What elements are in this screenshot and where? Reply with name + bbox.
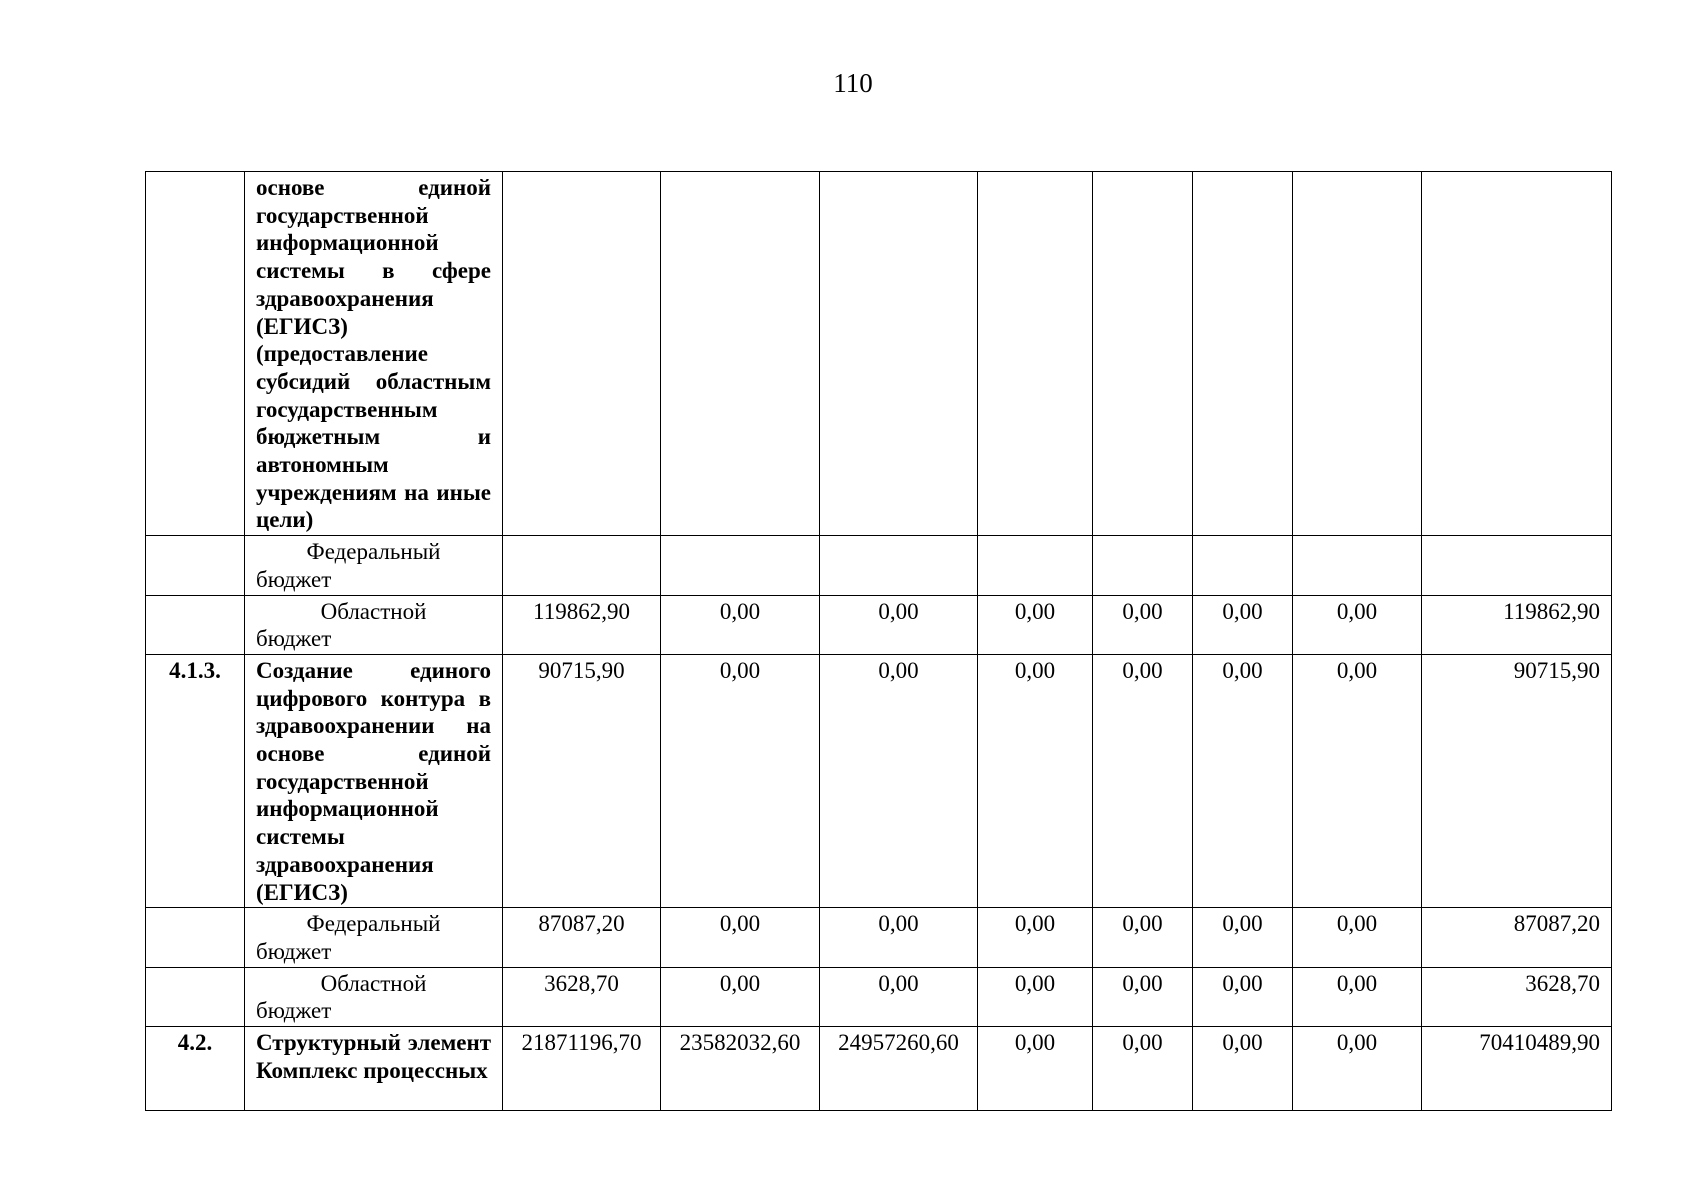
- total-cell: [1422, 536, 1612, 595]
- value-cell: 0,00: [820, 908, 978, 967]
- source-label-line2: бюджет: [256, 998, 332, 1024]
- row-name: [245, 595, 503, 654]
- value-cell: 0,00: [978, 595, 1093, 654]
- table-row: [146, 654, 1612, 907]
- row-name: основе единой государственной информационной системы в сфере здравоохранения (ЕГИСЗ) (предоставление субсидий областным государственным бюджетным и автономным учреждениям на иные цели): [245, 172, 503, 536]
- table-row: [146, 908, 1612, 967]
- value-cell: [978, 536, 1093, 595]
- value-cell: 23582032,60: [661, 1027, 820, 1111]
- total-cell: 3628,70: [1422, 967, 1612, 1026]
- value-cell: 87087,20: [503, 908, 661, 967]
- value-cell: 0,00: [978, 908, 1093, 967]
- value-cell: [1093, 172, 1193, 536]
- source-label-line1: Областной: [320, 970, 427, 996]
- source-label-line2: бюджет: [256, 938, 332, 964]
- value-cell: 0,00: [1093, 908, 1193, 967]
- value-cell: [661, 172, 820, 536]
- value-cell: 0,00: [1293, 1027, 1422, 1111]
- total-cell: [1422, 172, 1612, 536]
- value-cell: 0,00: [1193, 908, 1293, 967]
- row-name: Структурный элемент Комплекс процессных: [245, 1027, 503, 1111]
- page-number: 110: [833, 68, 873, 98]
- value-cell: [1193, 172, 1293, 536]
- row-code: 4.2.: [146, 1027, 245, 1111]
- total-cell: 90715,90: [1422, 654, 1612, 907]
- value-cell: [1293, 536, 1422, 595]
- value-cell: 0,00: [1293, 908, 1422, 967]
- source-label-line1: Областной: [320, 598, 427, 624]
- total-cell: 119862,90: [1422, 595, 1612, 654]
- value-cell: [1093, 536, 1193, 595]
- value-cell: 0,00: [1093, 1027, 1193, 1111]
- value-cell: [1193, 536, 1293, 595]
- value-cell: 0,00: [1093, 967, 1193, 1026]
- row-name: Создание единого цифрового контура в здравоохранении на основе единой государственной информационной системы здравоохранения (ЕГИСЗ): [245, 654, 503, 907]
- row-code: 4.1.3.: [146, 654, 245, 907]
- table-row: [146, 967, 1612, 1026]
- value-cell: 0,00: [1193, 967, 1293, 1026]
- row-code: [146, 908, 245, 967]
- source-label-line2: бюджет: [256, 626, 332, 652]
- value-cell: 0,00: [1193, 1027, 1293, 1111]
- value-cell: 0,00: [1093, 595, 1193, 654]
- value-cell: 0,00: [1293, 595, 1422, 654]
- value-cell: [978, 172, 1093, 536]
- row-code: [146, 595, 245, 654]
- value-cell: 0,00: [1193, 654, 1293, 907]
- value-cell: [820, 536, 978, 595]
- value-cell: [661, 536, 820, 595]
- value-cell: 0,00: [820, 595, 978, 654]
- value-cell: [1293, 172, 1422, 536]
- source-label-line1: Федеральный: [306, 539, 441, 565]
- total-cell: 70410489,90: [1422, 1027, 1612, 1111]
- source-label-line2: бюджет: [256, 566, 332, 592]
- value-cell: 0,00: [661, 908, 820, 967]
- value-cell: 0,00: [978, 1027, 1093, 1111]
- value-cell: 24957260,60: [820, 1027, 978, 1111]
- row-code: [146, 172, 245, 536]
- row-code: [146, 536, 245, 595]
- table-row: [146, 536, 1612, 595]
- table-row: [146, 172, 1612, 536]
- value-cell: 0,00: [1193, 595, 1293, 654]
- row-code: [146, 967, 245, 1026]
- value-cell: 0,00: [1293, 654, 1422, 907]
- source-label-line1: Федеральный: [306, 911, 441, 937]
- budget-table: [145, 171, 1612, 1111]
- value-cell: [503, 536, 661, 595]
- row-name: [245, 967, 503, 1026]
- value-cell: 0,00: [1293, 967, 1422, 1026]
- value-cell: 0,00: [820, 654, 978, 907]
- table-row: [146, 1027, 1612, 1111]
- value-cell: 0,00: [661, 967, 820, 1026]
- value-cell: 21871196,70: [503, 1027, 661, 1111]
- value-cell: 0,00: [978, 967, 1093, 1026]
- value-cell: 0,00: [661, 595, 820, 654]
- value-cell: [503, 172, 661, 536]
- value-cell: 3628,70: [503, 967, 661, 1026]
- row-name: [245, 536, 503, 595]
- value-cell: 0,00: [978, 654, 1093, 907]
- value-cell: 0,00: [1093, 654, 1193, 907]
- value-cell: 119862,90: [503, 595, 661, 654]
- value-cell: 0,00: [820, 967, 978, 1026]
- value-cell: 0,00: [661, 654, 820, 907]
- value-cell: 90715,90: [503, 654, 661, 907]
- value-cell: [820, 172, 978, 536]
- table-row: [146, 595, 1612, 654]
- total-cell: 87087,20: [1422, 908, 1612, 967]
- row-name: [245, 908, 503, 967]
